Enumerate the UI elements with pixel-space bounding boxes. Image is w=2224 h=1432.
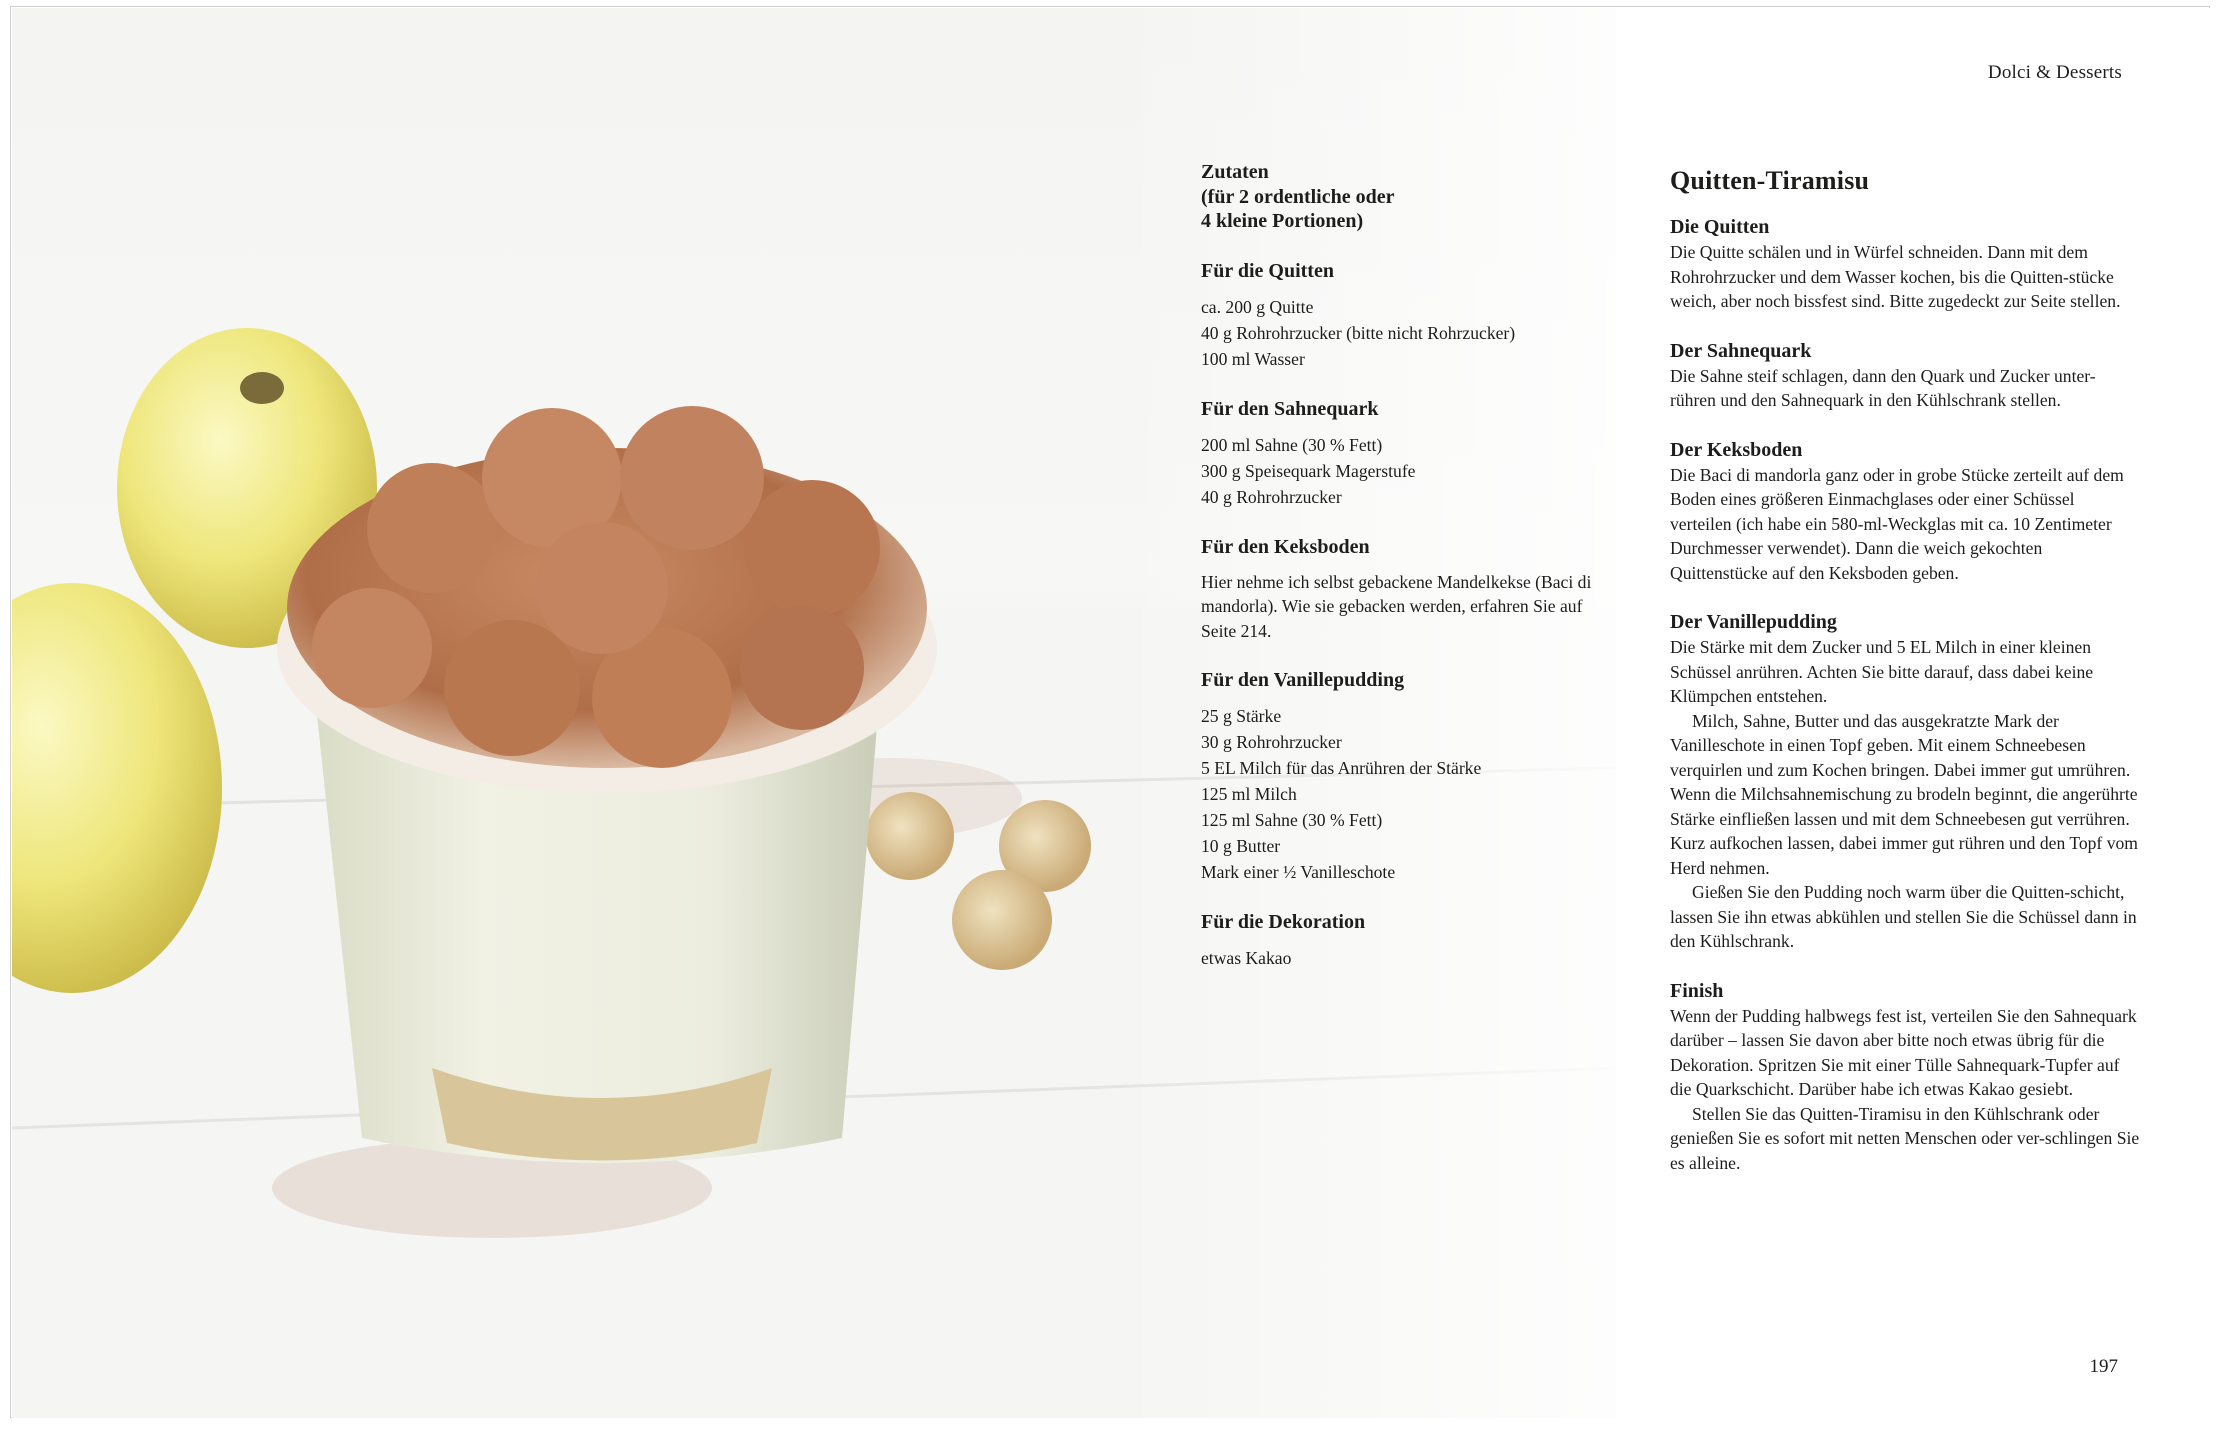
ingredient-group-quitten	[1201, 258, 1601, 372]
ingredient-item: 125 ml Milch	[1201, 784, 1297, 804]
step-title: Die Quitten	[1670, 216, 1770, 238]
step-quitten	[1670, 214, 2140, 314]
step-paragraph: Milch, Sahne, Butter und das ausgekratzte Mark der Vanilleschote in einen Topf geben. Mit einem Schneebesen verquirlen und zum Kochen bringen. Dabei immer gut umrühren. Wenn die Milchsahnemischung zu brodeln beginnt, die angerührte Stärke einfließen lassen und mit dem Schneebesen gut verrühren. Kurz aufkochen lassen, dabei immer gut rühren und den Topf vom Herd nehmen.	[1670, 710, 2138, 878]
step-sahnequark	[1670, 338, 2140, 413]
ingredient-item: ca. 200 g Quitte	[1201, 296, 1314, 317]
step-keksboden	[1670, 437, 2140, 586]
ingredient-note: Hier nehme ich selbst gebackene Mandelkekse (Baci di mandorla). Wie sie gebacken werden, erfahren Sie auf Seite 214.	[1201, 571, 1592, 641]
ingredients-title	[1201, 160, 1601, 234]
page-number: 197	[2089, 1356, 2118, 1377]
step-finish	[1670, 978, 2140, 1176]
ingredient-group-title: Für den Vanillepudding	[1201, 669, 1405, 691]
ingredient-item: Mark einer ½ Vanilleschote	[1201, 862, 1396, 882]
ingredients-title-line: Zutaten	[1201, 161, 1269, 183]
step-title: Der Keksboden	[1670, 438, 1803, 461]
ingredient-group-dekoration	[1201, 909, 1601, 971]
ingredient-item: 125 ml Sahne (30 % Fett)	[1201, 810, 1383, 830]
ingredient-group-sahnequark	[1201, 396, 1601, 510]
step-paragraph: Stellen Sie das Quitten-Tiramisu in den Kühlschrank oder genießen Sie es sofort mit netten Menschen oder ver-schlingen Sie es alleine.	[1670, 1103, 2140, 1173]
ingredient-group-title: Für den Sahnequark	[1201, 397, 1379, 420]
ingredient-item: 40 g Rohrohrzucker	[1201, 486, 1342, 507]
ingredient-item: 5 EL Milch für das Anrühren der Stärke	[1201, 758, 1482, 778]
step-vanillepudding	[1670, 609, 2140, 954]
recipe-steps	[1670, 214, 2140, 1199]
step-title: Der Sahnequark	[1670, 339, 1812, 362]
ingredient-item: etwas Kakao	[1201, 948, 1292, 968]
step-title: Der Vanillepudding	[1670, 611, 1837, 633]
step-paragraph: Die Quitte schälen und in Würfel schneiden. Dann mit dem Rohrohrzucker und dem Wasser kochen, bis die Quitten-stücke weich, aber noch bissfest sind. Bitte zugedeckt zur Seite stellen.	[1670, 242, 2121, 311]
step-paragraph: Die Baci di mandorla ganz oder in grobe Stücke zerteilt auf dem Boden eines größeren Einmachglases oder einer Schüssel verteilen (ich habe ein 580-ml-Weckglas mit ca. 10 Zentimeter Durchmesser verwendet). Dann die weich gekochten Quittenstücke auf den Keksboden geben.	[1670, 464, 2124, 583]
ingredient-group-title: Für den Keksboden	[1201, 535, 1370, 558]
ingredient-group-vanillepudding	[1201, 667, 1601, 885]
step-paragraph: Wenn der Pudding halbwegs fest ist, verteilen Sie den Sahnequark darüber – lassen Sie davon aber bitte noch etwas übrig für die Dekoration. Spritzen Sie mit einer Tülle Sahnequark-Tupfer auf die Quarkschicht. Darüber habe ich etwas Kakao gesiebt.	[1670, 1005, 2137, 1099]
ingredient-group-keksboden	[1201, 534, 1601, 644]
ingredients-title-line: (für 2 ordentliche oder	[1201, 185, 1395, 208]
ingredient-item: 300 g Speisequark Magerstufe	[1201, 460, 1416, 481]
right-page	[1616, 8, 2210, 1418]
ingredient-item: 30 g Rohrohrzucker	[1201, 732, 1342, 752]
ingredient-item: 100 ml Wasser	[1201, 348, 1305, 369]
ingredient-item: 200 ml Sahne (30 % Fett)	[1201, 434, 1383, 455]
ingredient-group-title: Für die Quitten	[1201, 259, 1334, 282]
ingredient-item: 10 g Butter	[1201, 836, 1281, 856]
ingredient-group-title: Für die Dekoration	[1201, 911, 1366, 933]
step-paragraph: Die Stärke mit dem Zucker und 5 EL Milch in einer kleinen Schüssel anrühren. Achten Sie bitte darauf, dass dabei keine Klümpchen entstehen.	[1670, 637, 2094, 706]
ingredients-title-line: 4 kleine Portionen)	[1201, 210, 1364, 232]
recipe-title: Quitten-Tiramisu	[1670, 166, 1870, 195]
ingredient-item: 25 g Stärke	[1201, 706, 1282, 726]
ingredients-column	[1201, 160, 1601, 995]
step-paragraph: Gießen Sie den Pudding noch warm über die Quitten-schicht, lassen Sie ihn etwas abkühlen und stellen Sie die Schüssel dann in den Kühlschrank.	[1670, 882, 2137, 951]
step-paragraph: Die Sahne steif schlagen, dann den Quark und Zucker unter-rühren und den Sahnequark in den Kühlschrank stellen.	[1670, 365, 2096, 410]
section-header: Dolci & Desserts	[1987, 62, 2122, 83]
ingredient-item: 40 g Rohrohrzucker (bitte nicht Rohrzucker)	[1201, 322, 1516, 343]
step-title: Finish	[1670, 979, 1724, 1002]
